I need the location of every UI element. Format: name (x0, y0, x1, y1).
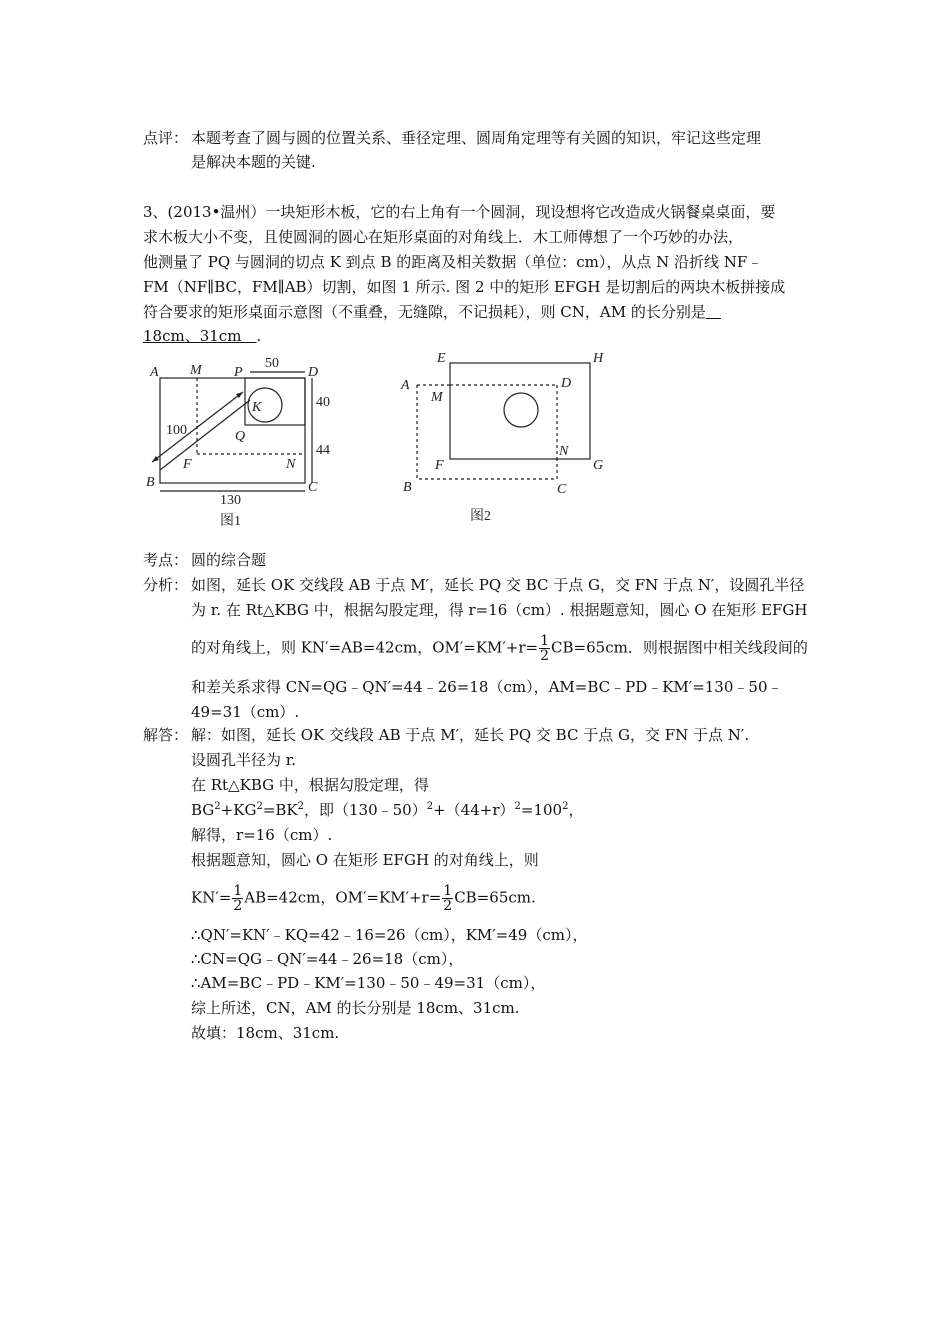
fig1-label-C: C (308, 480, 318, 495)
solution-line3: 在 Rt△KBG 中，根据勾股定理，得 (191, 776, 429, 794)
sup-2: 2 (562, 801, 569, 812)
eq-kg: +KG (220, 801, 257, 819)
problem-answer-end: . (256, 327, 262, 345)
solution-line7 (191, 884, 536, 913)
solution-line8: ∴QN′=KN′﹣KQ=42﹣16=26（cm），KM′=49（cm）， (191, 926, 588, 944)
fig2-label-H: H (593, 351, 604, 366)
fig2-hole-circle (504, 393, 538, 427)
fig1-label-M: M (190, 363, 202, 378)
sup-2: 2 (214, 801, 221, 812)
review-text-line2: 是解决本题的关键. (191, 153, 316, 171)
fig1-dim-130-text: 130 (220, 493, 241, 508)
fraction-half (539, 634, 550, 663)
problem-line5-text: 符合要求的矩形桌面示意图（不重叠，无缝隙，不记损耗），则 CN，AM 的长分别是 (143, 303, 706, 321)
eq-44-r: +（44+r） (433, 801, 515, 819)
fig1-label-B: B (146, 475, 155, 490)
fraction-num: 1 (540, 633, 550, 649)
sup-2: 2 (297, 801, 304, 812)
problem-line4: FM（NF∥BC，FM∥AB）切割，如图 1 所示. 图 2 中的矩形 EFGH 是切割后的两块木板拼接成 (143, 278, 786, 296)
solution-line10: ∴AM=BC﹣PD﹣KM′=130﹣50﹣49=31（cm）， (191, 974, 546, 992)
eq-bk: =BK (262, 801, 298, 819)
analysis-line1: 如图，延长 OK 交线段 AB 于点 M′，延长 PQ 交 BC 于点 G，交 FN 于点 N′，设圆孔半径 (191, 576, 805, 594)
eq-bg: BG (191, 801, 215, 819)
fig2-label-C: C (557, 482, 567, 497)
fig1-dim-40-text: 40 (316, 395, 330, 410)
solution-line6: 根据题意知，圆心 O 在矩形 EFGH 的对角线上，则 (191, 851, 539, 869)
figure-2 (395, 345, 625, 530)
review-text-line1: 本题考查了圆与圆的位置关系、垂径定理、圆周角定理等有关圆的知识，牢记这些定理 (191, 129, 762, 147)
analysis-line3-b: CB=65cm．则根据图中相关线段间的 (551, 638, 808, 657)
fraction-den: 2 (233, 898, 243, 914)
problem-line5 (143, 300, 721, 325)
solution-line7-b: AB=42cm，OM′=KM′+r= (244, 888, 442, 907)
analysis-line3 (191, 634, 808, 663)
fig1-label-D: D (308, 365, 319, 380)
fig2-caption: 图2 (470, 509, 491, 524)
fraction-den: 2 (540, 648, 550, 664)
analysis-label: 分析： (143, 576, 189, 594)
fig1-label-F: F (183, 457, 192, 472)
solution-line11: 综上所述，CN，AM 的长分别是 18cm、31cm. (191, 999, 520, 1017)
problem-line3: 他测量了 PQ 与圆洞的切点 K 到点 B 的距离及相关数据（单位：cm），从点 N 沿折线 NF﹣ (143, 253, 763, 271)
analysis-line5: 49=31（cm）. (191, 703, 300, 721)
sup-2: 2 (514, 801, 521, 812)
fig1-label-N: N (286, 457, 296, 472)
solution-line1: 解：如图，延长 OK 交线段 AB 于点 M′，延长 PQ 交 BC 于点 G，交 FN 于点 N′. (191, 726, 750, 744)
solution-line9: ∴CN=QG﹣QN′=44﹣26=18（cm）， (191, 950, 464, 968)
fraction-den: 2 (443, 898, 453, 914)
fig1-label-K: K (252, 400, 262, 415)
solution-line5: 解得，r=16（cm）. (191, 826, 333, 844)
fig1-dim-50-text: 50 (265, 356, 279, 371)
problem-line2: 求木板大小不变，且使圆洞的圆心在矩形桌面的对角线上．木工师傅想了一个巧妙的办法， (143, 228, 744, 246)
fig2-label-A: A (401, 378, 410, 393)
analysis-line2: 为 r. 在 Rt△KBG 中，根据勾股定理，得 r=16（cm）. 根据题意知，圆心 O 在矩形 EFGH (191, 601, 808, 619)
answer-blank-trail (241, 327, 256, 345)
fig2-label-F: F (435, 458, 444, 473)
fraction-half-3 (442, 884, 453, 913)
eq-comma: ， (568, 801, 584, 819)
solution-line7-c: CB=65cm. (454, 888, 536, 907)
solution-label: 解答： (143, 726, 189, 744)
fig1-label-Q: Q (235, 429, 246, 444)
sup-2: 2 (256, 801, 263, 812)
kaodian-label: 考点： (143, 551, 189, 569)
problem-answer: 18cm、31cm (143, 327, 242, 345)
fraction-half-2 (232, 884, 243, 913)
kaodian-text: 圆的综合题 (191, 551, 267, 569)
answer-blank-lead (706, 303, 721, 321)
eq-100: =100 (520, 801, 563, 819)
solution-line7-a: KN′= (191, 888, 232, 907)
solution-line12: 故填：18cm、31cm. (191, 1024, 340, 1042)
fraction-num: 1 (233, 883, 243, 899)
fig2-label-D: D (561, 376, 572, 391)
fig2-label-N: N (559, 444, 569, 459)
fig1-label-P: P (234, 365, 243, 380)
sup-2: 2 (426, 801, 434, 812)
solution-line4 (191, 798, 583, 823)
fig2-label-B: B (403, 480, 412, 495)
fig2-label-M: M (431, 390, 443, 405)
fraction-num: 1 (443, 883, 453, 899)
fig1-caption: 图1 (220, 514, 241, 529)
fig1-dim-44-text: 44 (316, 443, 330, 458)
fig2-label-E: E (437, 351, 446, 366)
fig2-label-G: G (593, 458, 604, 473)
analysis-line4: 和差关系求得 CN=QG﹣QN′=44﹣26=18（cm），AM=BC﹣PD﹣KM′=130﹣50﹣ (191, 678, 783, 696)
fig1-label-A: A (150, 365, 159, 380)
problem-line1: 3、(2013•温州）一块矩形木板，它的右上角有一个圆洞，现设想将它改造成火锅餐桌桌面，要 (143, 203, 776, 221)
problem-answer-line (143, 324, 261, 349)
fig1-dim-100-text: 100 (166, 423, 187, 438)
review-label: 点评： (143, 129, 189, 147)
eq-130-50: ，即（130﹣50） (304, 801, 427, 819)
figure-1 (140, 350, 350, 530)
analysis-line3-a: 的对角线上，则 KN′=AB=42cm，OM′=KM′+r= (191, 638, 539, 657)
solution-line2: 设圆孔半径为 r. (191, 751, 297, 769)
